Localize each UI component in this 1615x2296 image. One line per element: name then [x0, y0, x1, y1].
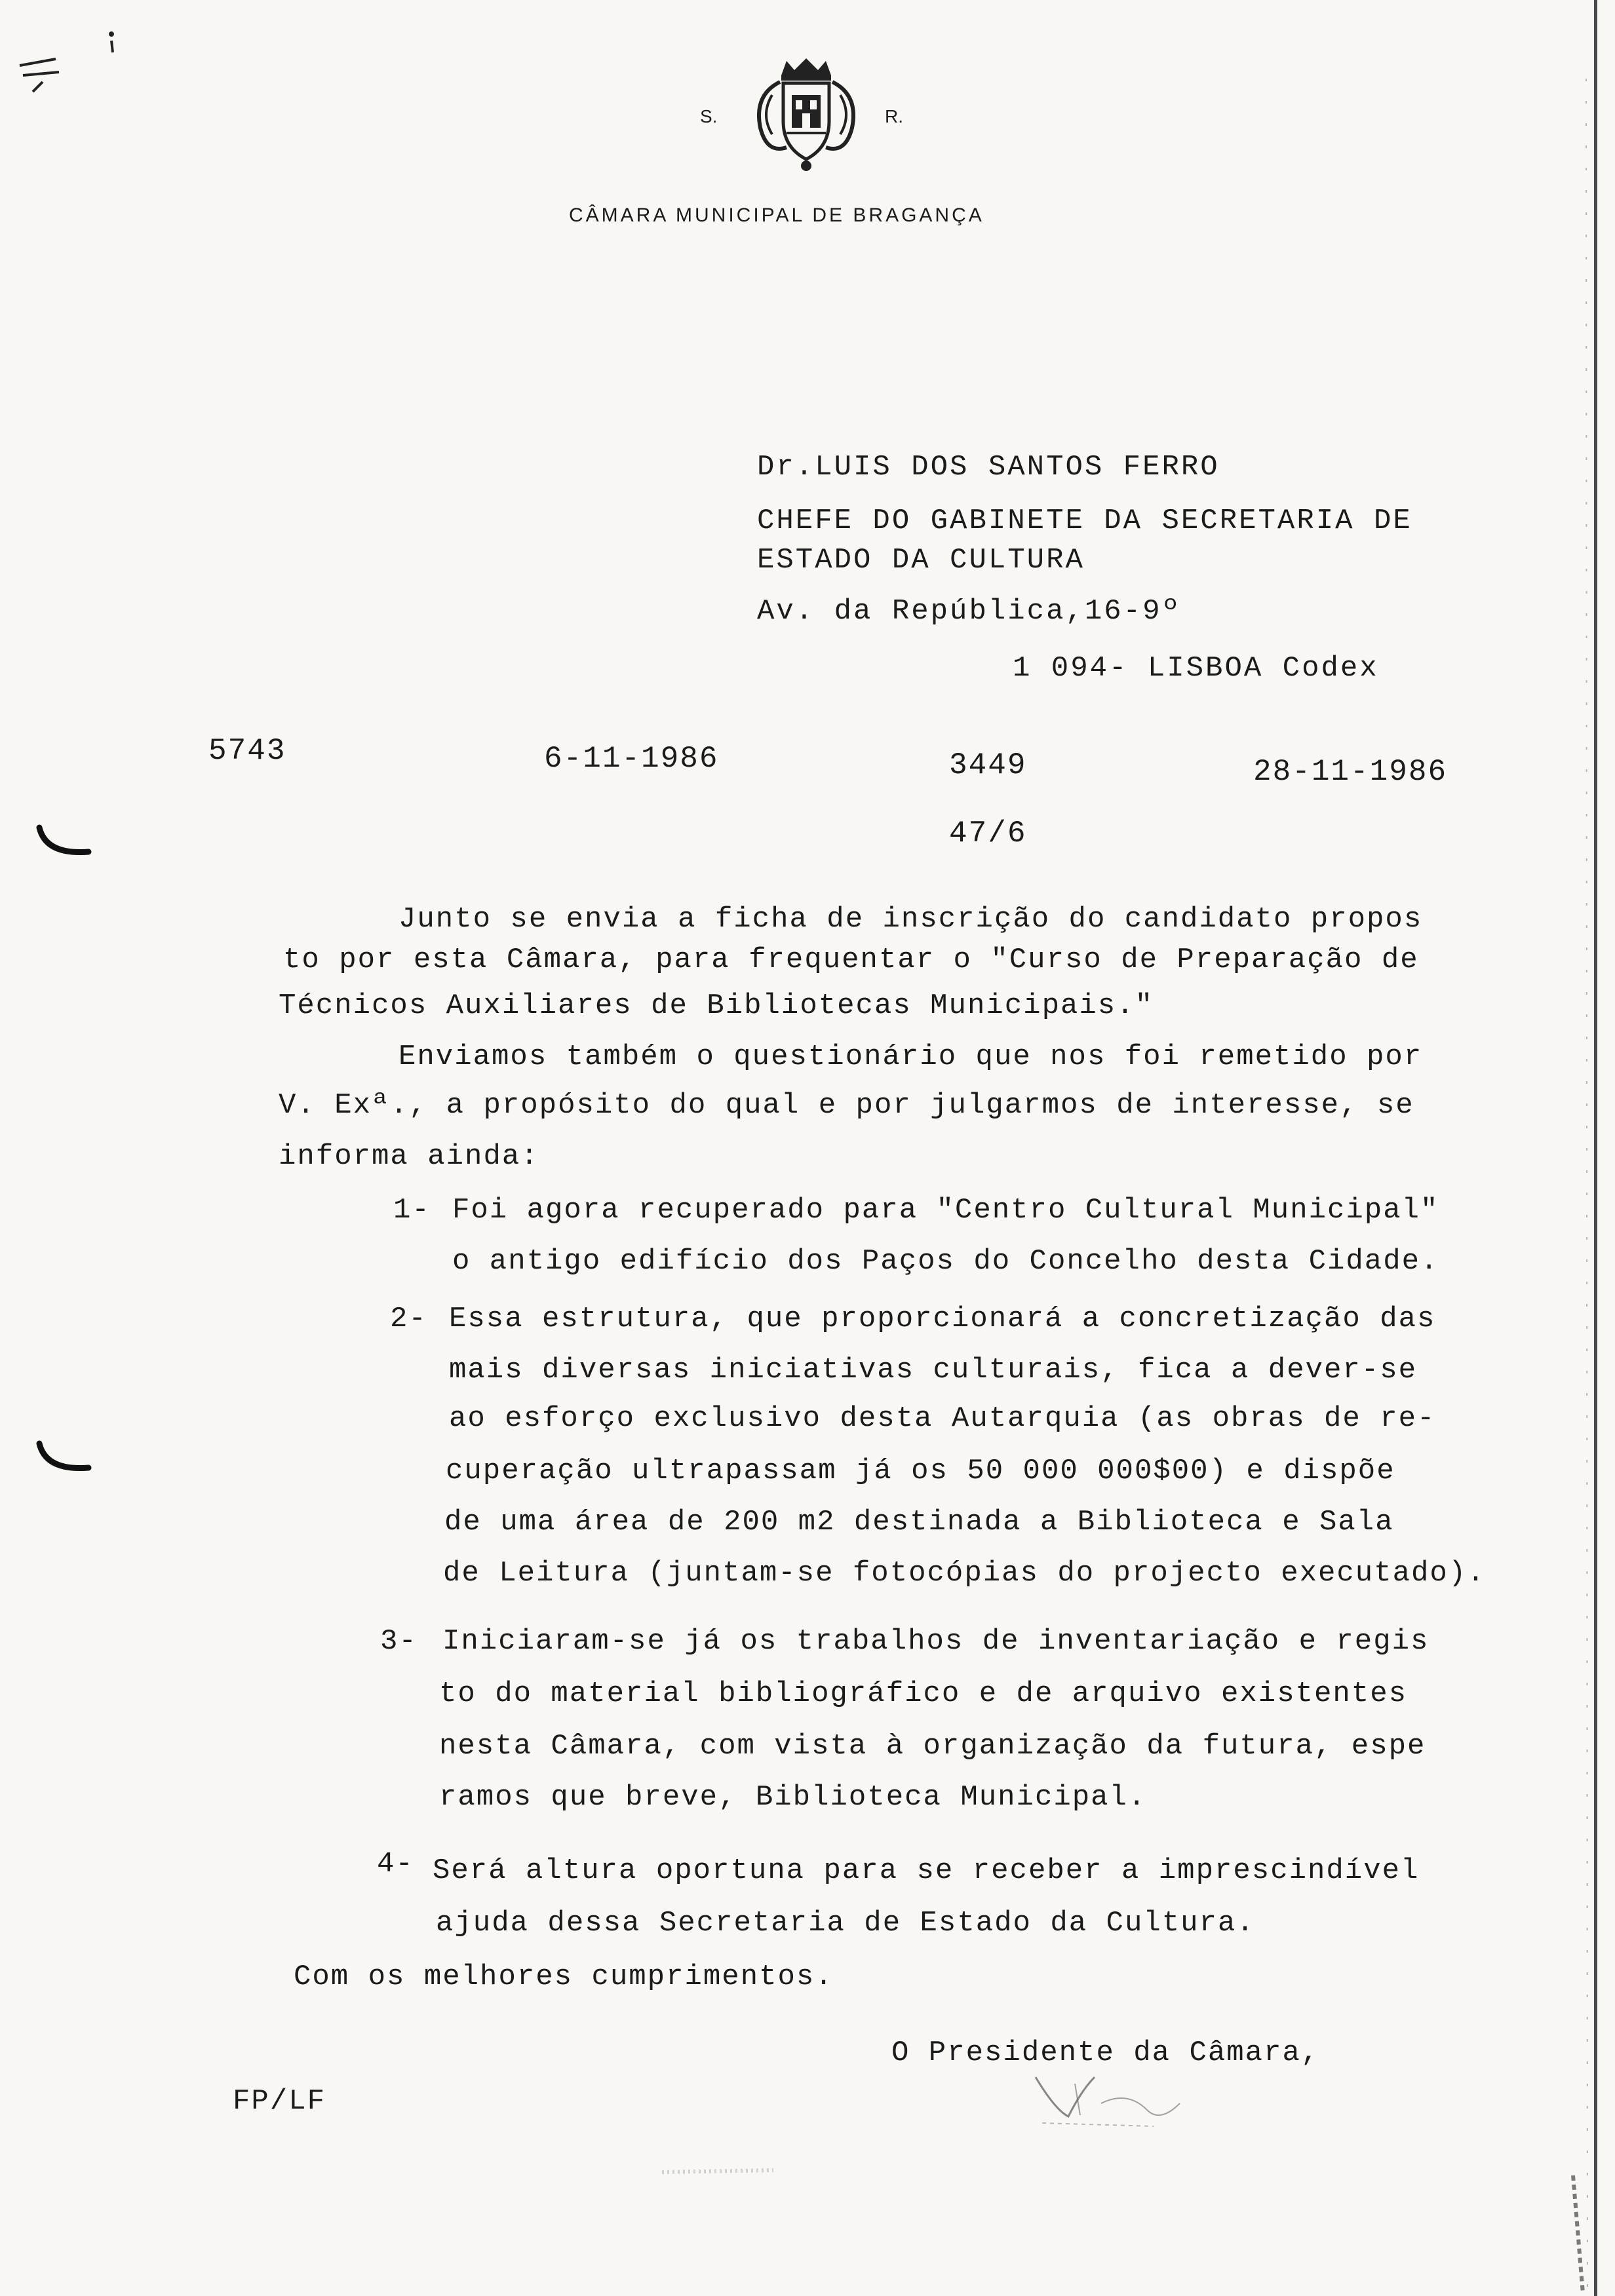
- list-item-line: Será altura oportuna para se receber a imprescindível: [433, 1854, 1420, 1887]
- scan-edge-artifact-icon: [1553, 79, 1593, 2293]
- addressee-name: Dr.LUIS DOS SANTOS FERRO: [757, 451, 1220, 484]
- body-line: Enviamos também o questionário que nos foi remetido por: [399, 1041, 1423, 1073]
- list-item-number: 1-: [393, 1194, 431, 1227]
- punch-hole-mark-icon: [36, 822, 95, 868]
- letterhead-left-letter: S.: [700, 106, 718, 126]
- list-item-line: o antigo edifício dos Paços do Concelho desta Cidade.: [452, 1245, 1439, 1278]
- list-item-line: ramos que breve, Biblioteca Municipal.: [439, 1781, 1147, 1814]
- our-reference: 3449: [949, 748, 1027, 782]
- coat-of-arms-icon: [741, 56, 872, 174]
- body-line: V. Exª., a propósito do qual e por julgarmos de interesse, se: [279, 1089, 1414, 1122]
- list-item-line: de Leitura (juntam-se fotocópias do projecto executado).: [443, 1557, 1486, 1590]
- signature-icon: [996, 2064, 1206, 2136]
- list-item-line: mais diversas iniciativas culturais, fica a dever-se: [449, 1354, 1418, 1387]
- institution-name: CÂMARA MUNICIPAL DE BRAGANÇA: [569, 204, 984, 226]
- addressee-title-line2: ESTADO DA CULTURA: [757, 544, 1085, 577]
- body-line: to por esta Câmara, para frequentar o "Curso de Preparação de: [283, 944, 1419, 976]
- list-item-line: nesta Câmara, com vista à organização da futura, espe: [439, 1730, 1426, 1763]
- addressee-city: 1 094- LISBOA Codex: [1013, 652, 1379, 685]
- closing-salutation: Com os melhores cumprimentos.: [294, 1961, 834, 1993]
- list-item-line: to do material bibliográfico e de arquivo existentes: [439, 1677, 1408, 1710]
- list-item-line: cuperação ultrapassam já os 50 000 000$00) e dispõe: [446, 1455, 1395, 1487]
- body-line: Técnicos Auxiliares de Bibliotecas Municipais.": [279, 989, 1154, 1022]
- our-date: 28-11-1986: [1253, 755, 1448, 789]
- stamp-smudge-icon: [655, 2156, 787, 2189]
- letterhead-right-letter: R.: [885, 106, 903, 126]
- signatory-role: O Presidente da Câmara,: [891, 2037, 1320, 2069]
- list-item-number: 4-: [377, 1848, 414, 1881]
- list-item-line: Essa estrutura, que proporcionará a concretização das: [449, 1303, 1436, 1335]
- list-item-line: Iniciaram-se já os trabalhos de inventariação e regis: [442, 1625, 1430, 1658]
- list-item-number: 3-: [380, 1625, 418, 1658]
- body-line: Junto se envia a ficha de inscrição do candidato propos: [399, 903, 1423, 936]
- addressee-street: Av. da República,16-9º: [757, 595, 1181, 628]
- our-reference-sub: 47/6: [949, 816, 1027, 851]
- addressee-title-line1: CHEFE DO GABINETE DA SECRETARIA DE: [757, 505, 1412, 537]
- body-line: informa ainda:: [279, 1140, 539, 1173]
- list-item-number: 2-: [390, 1303, 427, 1335]
- list-item-line: Foi agora recuperado para "Centro Cultural Municipal": [452, 1194, 1439, 1227]
- punch-hole-mark-icon: [36, 1438, 95, 1484]
- list-item-line: ajuda dessa Secretaria de Estado da Cultura.: [436, 1907, 1255, 1940]
- stray-mark-icon: [7, 26, 118, 105]
- typist-initials: FP/LF: [233, 2085, 326, 2118]
- their-date: 6-11-1986: [544, 742, 719, 776]
- list-item-line: de uma área de 200 m2 destinada a Biblioteca e Sala: [444, 1506, 1394, 1539]
- their-reference: 5743: [208, 734, 286, 768]
- page-edge-line: [1594, 0, 1597, 2296]
- list-item-line: ao esforço exclusivo desta Autarquia (as obras de re-: [449, 1402, 1436, 1435]
